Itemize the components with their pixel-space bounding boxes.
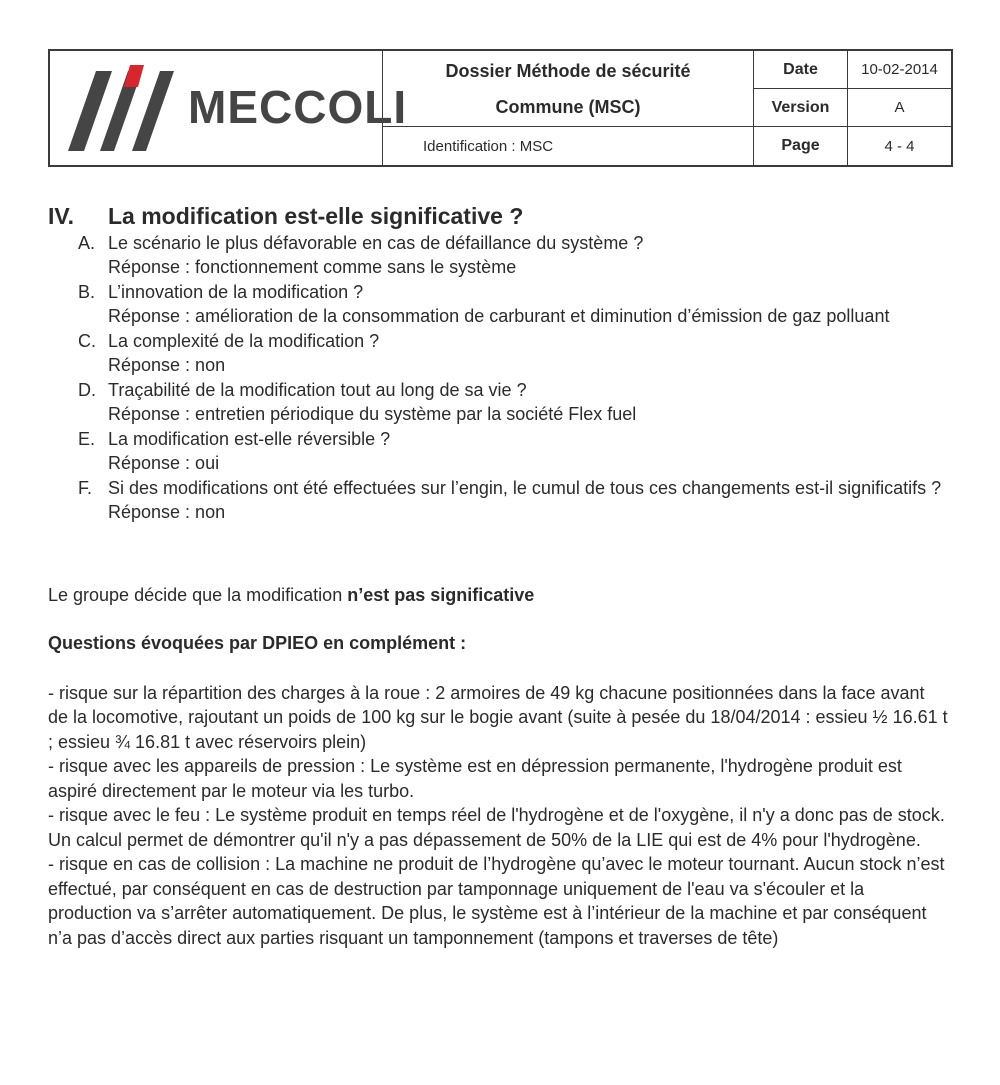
question-text: La complexité de la modification ? — [108, 330, 380, 351]
logo-text: MECCOLI — [188, 81, 408, 133]
document-title — [383, 51, 754, 127]
question-text: Traçabilité de la modification tout au long de sa vie ? — [108, 379, 527, 400]
list-item: B. L’innovation de la modification ? Réponse : amélioration de la consommation de carburant et diminution d’émission de gaz polluant — [78, 280, 948, 329]
identification: Identification : MSC — [383, 127, 754, 165]
list-item: - risque sur la répartition des charges à la roue : 2 armoires de 49 kg chacune positionnées dans la face avant de la locomotive, rajoutant un poids de 100 kg sur le bogie avant (suite à pesée du 18/04/2014 : essieu ½ 16.61 t ; essieu ¾ 16.81 t avec réservoirs plein) — [48, 682, 948, 752]
question-text: La modification est-elle réversible ? — [108, 428, 391, 449]
list-item: F. Si des modifications ont été effectuées sur l’engin, le cumul de tous ces changements est-il significatifs ? Réponse : non — [78, 476, 948, 525]
list-item: D. Traçabilité de la modification tout au long de sa vie ? Réponse : entretien périodique du système par la société Flex fuel — [78, 378, 948, 427]
answer-text: Réponse : non — [108, 355, 226, 375]
answer-text: Réponse : non — [108, 502, 226, 522]
answer-text: Réponse : amélioration de la consommation de carburant et diminution d’émission de gaz polluant — [108, 306, 890, 326]
decision-bold: n’est pas significative — [347, 584, 535, 605]
list-item: A. Le scénario le plus défavorable en cas de défaillance du système ? Réponse : fonctionnement comme sans le système — [78, 231, 948, 280]
answer-text: Réponse : oui — [108, 453, 220, 473]
list-item: - risque avec les appareils de pression : Le système est en dépression permanente, l'hydrogène produit est aspiré directement par le moteur via les turbo. — [48, 756, 902, 801]
section-title — [48, 204, 948, 229]
question-list — [48, 231, 948, 525]
complement-title: Questions évoquées par DPIEO en complément : — [48, 633, 467, 653]
list-item: - risque avec le feu : Le système produit en temps réel de l'hydrogène et de l'oxygène, il n'y a donc pas de stock. Un calcul permet de démontrer qu'il n'y a pas dépassement de 50% de la LIE qui est de 4% pour l'hydrogène. — [48, 805, 945, 850]
question-text: L’innovation de la modification ? — [108, 281, 364, 302]
title-line-1: Dossier Méthode de sécurité — [445, 60, 691, 81]
document-body — [48, 204, 948, 950]
version-value: A — [848, 89, 951, 127]
list-item: C. La complexité de la modification ? Réponse : non — [78, 329, 948, 378]
question-text: Si des modifications ont été effectuées sur l’engin, le cumul de tous ces changements est-il significatifs ? — [108, 477, 942, 498]
logo — [50, 51, 408, 165]
meccoli-logo-icon — [50, 51, 185, 167]
title-line-2: Commune (MSC) — [495, 96, 641, 117]
section-heading: La modification est-elle significative ? — [108, 203, 524, 229]
version-label: Version — [754, 89, 848, 127]
document-header — [48, 49, 953, 167]
decision-text: Le groupe décide que la modification n’est pas significative — [48, 584, 535, 605]
question-text: Le scénario le plus défavorable en cas de défaillance du système ? — [108, 232, 644, 253]
list-item: - risque en cas de collision : La machine ne produit de l’hydrogène qu’avec le moteur tournant. Aucun stock n’est effectué, par conséquent en cas de destruction par tamponnage uniquement de l'eau va s'écouler et la production va s’arrêter automatiquement. De plus, le système est à l’intérieur de la machine et par conséquent n’a pas d’accès direct aux parties risquant un tamponnement (tampons et traverses de tête) — [48, 854, 945, 948]
section-number: IV. — [48, 203, 75, 229]
page-label: Page — [754, 127, 848, 165]
answer-text: Réponse : fonctionnement comme sans le système — [108, 257, 517, 277]
date-value: 10-02-2014 — [848, 51, 951, 89]
answer-text: Réponse : entretien périodique du système par la société Flex fuel — [108, 404, 637, 424]
list-item: E. La modification est-elle réversible ? Réponse : oui — [78, 427, 948, 476]
page-value: 4 - 4 — [884, 137, 915, 155]
date-label: Date — [754, 51, 848, 89]
risk-list — [48, 681, 948, 951]
